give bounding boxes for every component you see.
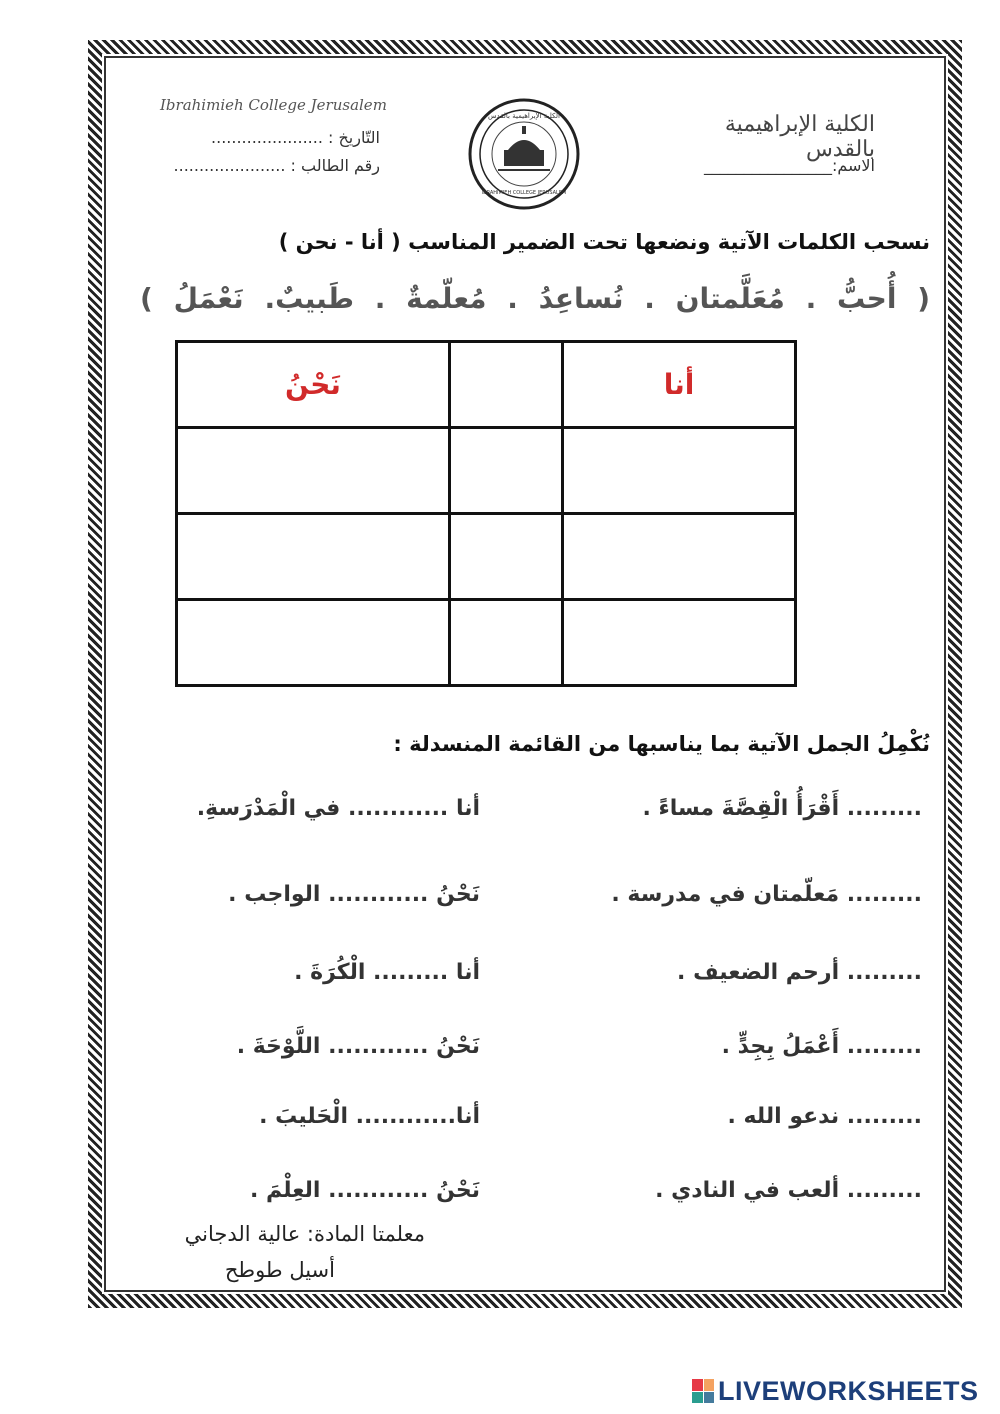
drop-cell-ana[interactable] [563,514,796,600]
question-2-title: نُكْمِلُ الجمل الآتية بما يناسبها من القائمة المنسدلة : [393,732,930,756]
word-tabib[interactable]: طَبيبٌ. [264,282,354,315]
drop-cell-nahnu[interactable] [177,600,450,686]
sentence-right-1[interactable]: ......... أَقْرَأُ الْقِصَّةَ مساءً . [642,796,922,821]
teachers-line-1: معلمتا المادة: عالية الدجاني [184,1222,425,1246]
word-separator: . [644,282,655,315]
drop-cell-ana[interactable] [563,600,796,686]
school-name-english: Ibrahimieh College Jerusalem [160,96,387,114]
sentence-left-3[interactable]: أنا ......... الْكُرَةَ . [294,960,480,985]
seal-english-text: IBRAHIMIEH COLLEGE JERUSALEM [481,190,567,196]
word-bank-bracket-close: ) [140,282,153,315]
sentence-right-3[interactable]: ......... أرحم الضعيف . [677,960,922,985]
word-bank-bracket-open: ( [917,282,930,315]
seal-arabic-text: الكلية الإبراهيمية بالقدس [488,112,560,120]
drop-cell-middle[interactable] [450,514,563,600]
header-ana: أنا [563,342,796,428]
word-namal[interactable]: نَعْمَلُ [173,282,244,315]
word-separator: . [507,282,518,315]
header-middle [450,342,563,428]
brand-text: LIVEWORKSHEETS [718,1375,979,1406]
brand-logo-square [704,1379,715,1391]
question-1-title: نسحب الكلمات الآتية ونضعها تحت الضمير المناسب ( أنا - نحن ) [278,230,930,254]
brand-logo-square [692,1379,703,1391]
brand-logo-icon [692,1379,714,1403]
drop-cell-ana[interactable] [563,428,796,514]
school-name-arabic: الكلية الإبراهيمية بالقدس [724,112,875,162]
teachers-line-2: أسيل طوطح [224,1258,335,1282]
brand-logo-square [692,1392,703,1404]
word-bank [140,282,930,315]
word-muallima[interactable]: مُعلّمةٌ [406,282,487,315]
date-label: التّاريخ : ...................... [211,128,380,147]
school-seal-logo [468,98,580,210]
sentence-left-2[interactable]: نَحْنُ ............ الواجب . [228,882,480,907]
word-separator: . [805,282,817,315]
header-nahnu: نَحْنُ [177,342,450,428]
name-field-label: الاسم:________________ [703,156,875,175]
sorting-table [175,340,797,687]
sentence-right-4[interactable]: ......... أَعْمَلُ بِجِدٍّ . [721,1034,922,1059]
sentence-right-5[interactable]: ......... ندعو الله . [727,1104,922,1129]
sentence-right-6[interactable]: ......... ألعب في النادي . [655,1178,922,1203]
drop-cell-middle[interactable] [450,428,563,514]
word-separator: . [374,282,386,315]
word-ahibbu[interactable]: أُحبُّ [837,282,897,315]
sentence-left-6[interactable]: نَحْنُ ............ العِلْمَ . [250,1178,480,1203]
student-number-label: رقم الطالب : ...................... [173,156,380,175]
sentence-right-2[interactable]: ......... مَعلّمتان في مدرسة . [611,882,922,907]
sentence-left-5[interactable]: أنا............ الْحَليبَ . [259,1104,480,1129]
sentence-left-4[interactable]: نَحْنُ ............ اللَّوْحَةَ . [236,1034,480,1059]
word-nusaid[interactable]: نُساعِدُ [538,282,624,315]
word-muallimatan[interactable]: مُعَلَّمتان [675,282,785,315]
sentence-left-1[interactable]: أنا ............ في الْمَدْرَسةِ. [196,796,480,821]
drop-cell-nahnu[interactable] [177,514,450,600]
drop-cell-middle[interactable] [450,600,563,686]
drop-cell-nahnu[interactable] [177,428,450,514]
liveworksheets-brand [692,1374,992,1408]
brand-logo-square [704,1392,715,1404]
